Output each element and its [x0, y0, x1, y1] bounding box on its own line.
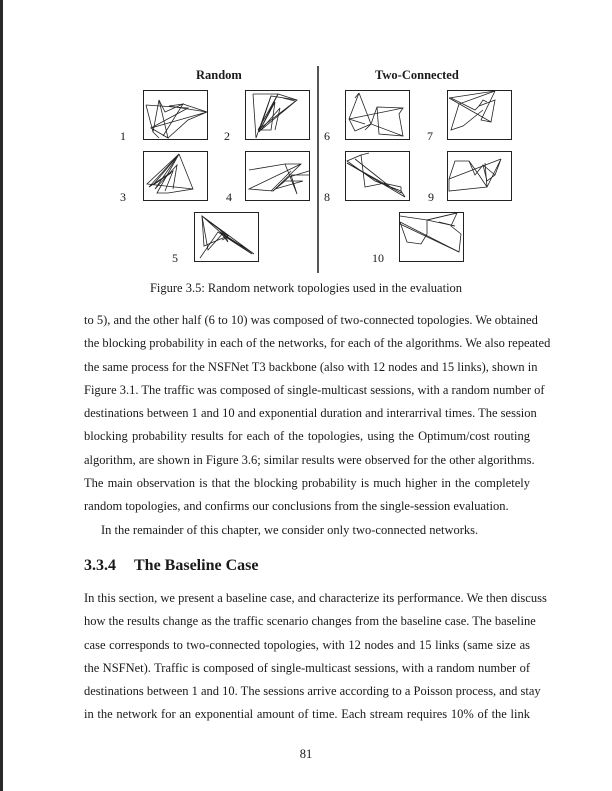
paragraph-topology-results [84, 309, 551, 519]
text-line: in the network for an exponential amount of time. Each stream requires 10% of the link [84, 707, 530, 722]
text-line: In this section, we present a baseline case, and characterize its performance. We then discuss [84, 591, 547, 605]
topology-label-10: 10 [372, 251, 384, 265]
topology-label-4: 4 [226, 190, 232, 204]
topology-diagram-6 [345, 90, 410, 140]
paragraph-two-connected-note [101, 519, 530, 542]
paragraph-baseline-case [84, 587, 547, 727]
text-line: case corresponds to two-connected topologies, with 12 nodes and 15 links (same size as [84, 637, 530, 652]
text-line: how the results change as the traffic scenario changes from the baseline case. The baseline [84, 614, 536, 629]
text-line: destinations between 1 and 10. The sessions arrive according to a Poisson process, and stay [84, 684, 541, 699]
section-number: 3.3.4 [84, 557, 116, 574]
topology-label-3: 3 [120, 190, 126, 204]
topology-label-6: 6 [324, 129, 330, 143]
page-left-edge [0, 0, 3, 791]
topology-diagram-10 [399, 212, 464, 262]
topology-diagram-2 [245, 90, 310, 140]
topology-label-5: 5 [172, 251, 178, 265]
topology-label-7: 7 [427, 129, 433, 143]
topology-label-9: 9 [428, 190, 434, 204]
topology-label-1: 1 [120, 129, 126, 143]
topology-label-8: 8 [324, 190, 330, 204]
text-line: blocking probability results for each of the topologies, using the Optimum/cost routing [84, 429, 530, 444]
text-line: In the remainder of this chapter, we consider only two-connected networks. [101, 523, 479, 537]
topology-label-2: 2 [224, 129, 230, 143]
section-heading [84, 557, 258, 575]
text-line: Figure 3.1. The traffic was composed of single-multicast sessions, with a random number of [84, 382, 545, 397]
text-line: algorithm, are shown in Figure 3.6; similar results were observed for the other algorithms. [84, 452, 535, 467]
section-title: The Baseline Case [134, 557, 259, 574]
text-line: The main observation is that the blocking probability is much higher in the completely [84, 476, 530, 491]
topology-diagram-7 [447, 90, 512, 140]
figure-heading-two-connected: Two-Connected [375, 68, 459, 82]
topology-diagram-1 [143, 90, 208, 140]
page-number: 81 [299, 747, 313, 761]
topology-diagram-8 [345, 151, 410, 201]
figure-divider [317, 66, 319, 273]
text-line: to 5), and the other half (6 to 10) was composed of two-connected topologies. We obtained [84, 313, 538, 327]
figure-caption: Figure 3.5: Random network topologies used in the evaluation [149, 281, 463, 295]
topology-diagram-4 [245, 151, 310, 201]
text-line: destinations between 1 and 10 and exponential duration and interarrival times. The session [84, 406, 537, 421]
topology-diagram-5 [194, 212, 259, 262]
figure-heading-random: Random [196, 68, 242, 82]
topology-diagram-3 [143, 151, 208, 201]
text-line: the blocking probability in each of the networks, for each of the algorithms. We also repeated [84, 336, 551, 351]
text-line: random topologies, and confirms our conclusions from the single-session evaluation. [84, 499, 509, 514]
text-line: the same process for the NSFNet T3 backbone (also with 12 nodes and 15 links), shown in [84, 359, 538, 374]
text-line: the NSFNet). Traffic is composed of single-multicast sessions, with a random number of [84, 660, 530, 675]
topology-diagram-9 [447, 151, 512, 201]
